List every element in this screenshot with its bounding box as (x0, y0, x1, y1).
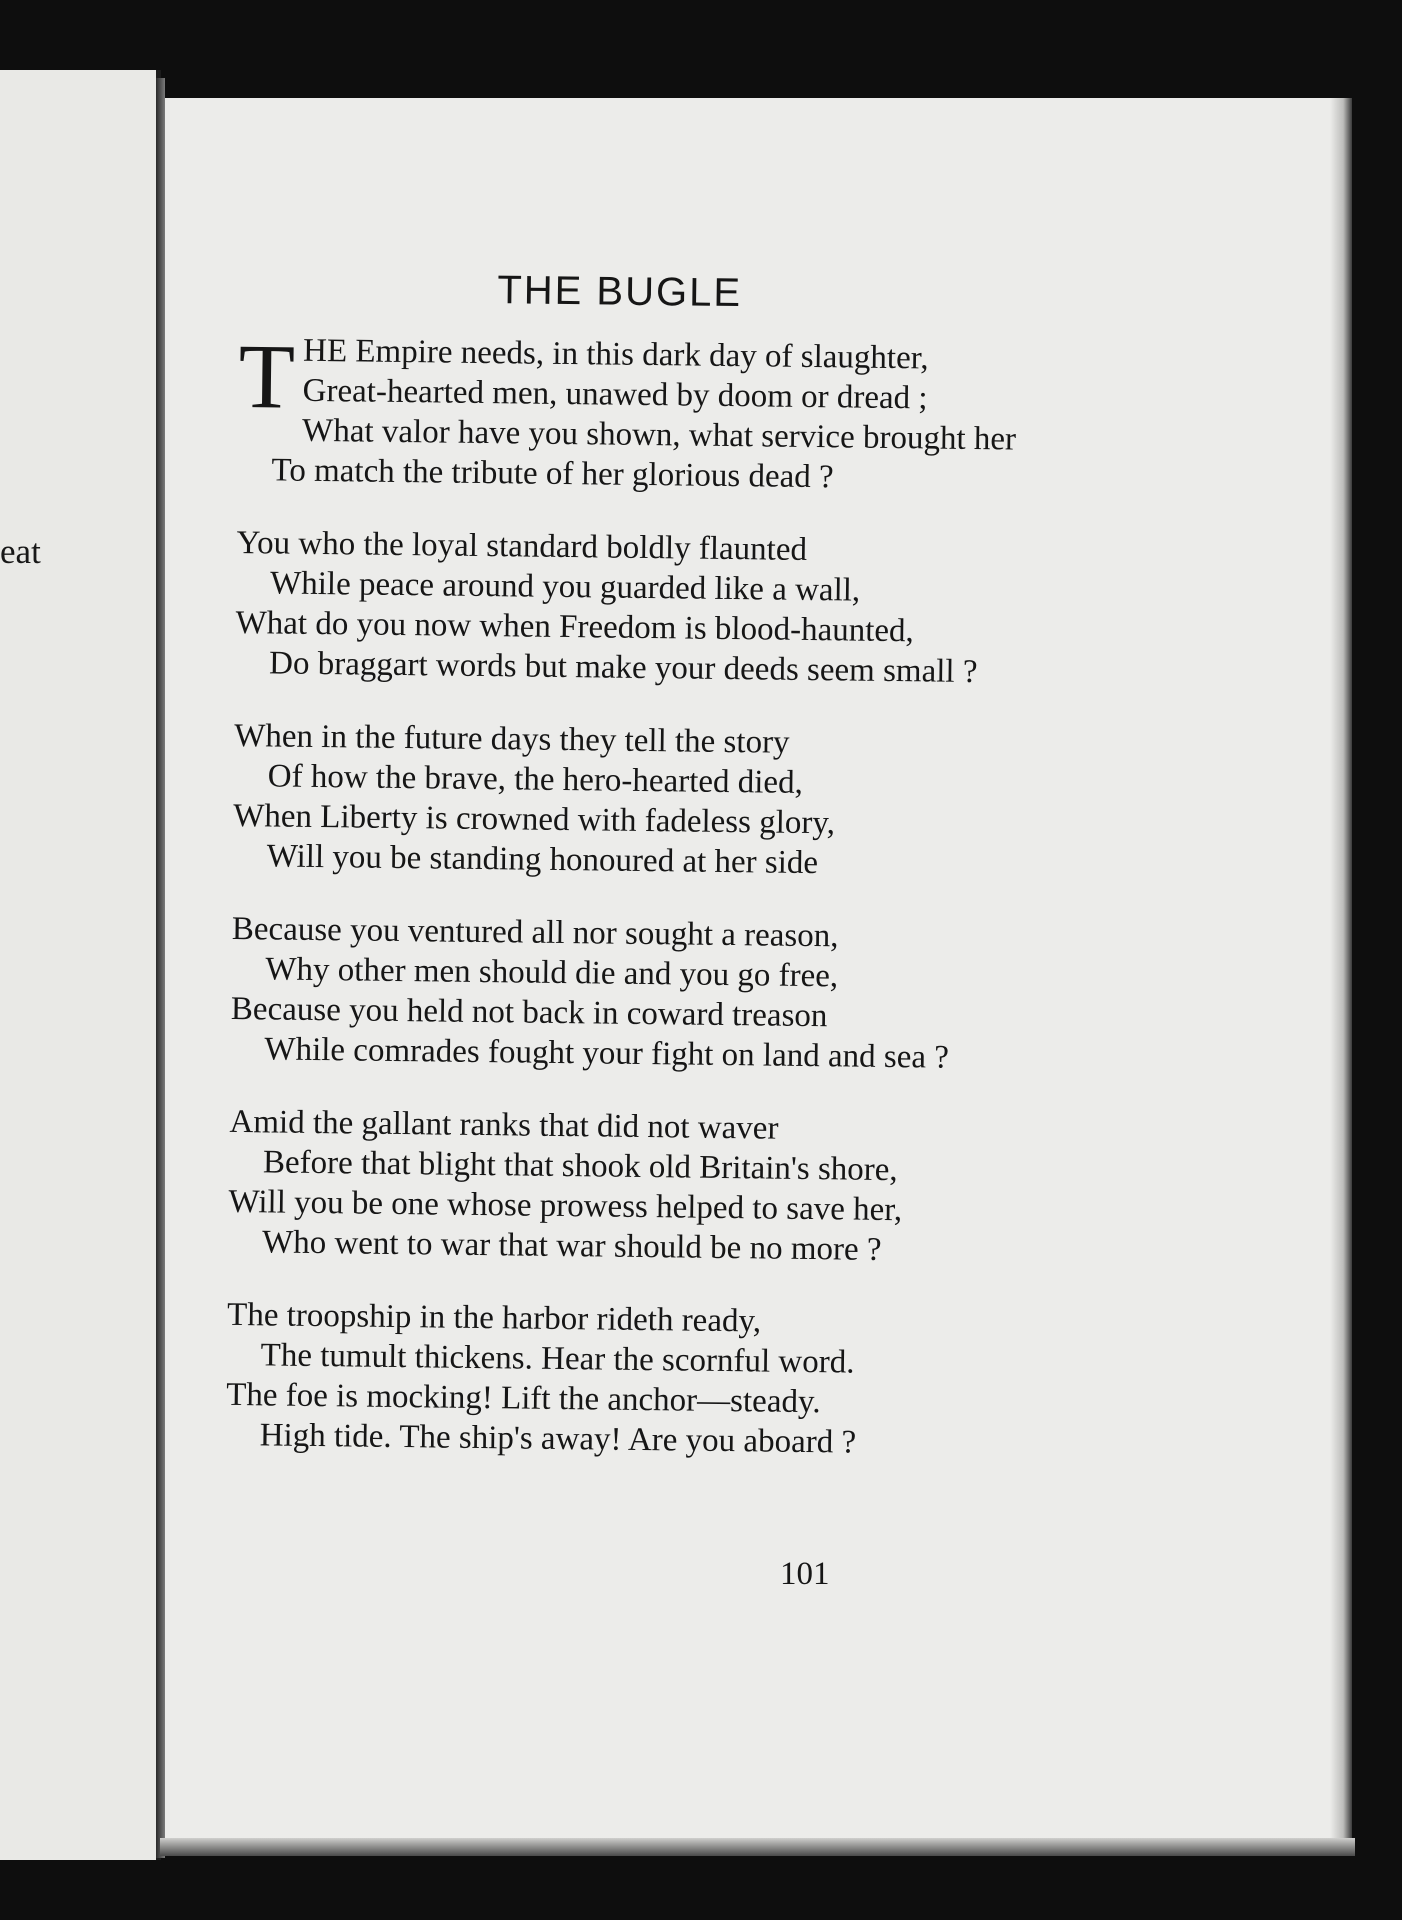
poem-line: Before that blight that shook old Britain's shore, (262, 1144, 898, 1189)
poem-line: Amid the gallant ranks that did not waver (229, 1103, 779, 1147)
drop-cap: T (238, 324, 296, 428)
poem-line: The tumult thickens. Hear the scornful word. (260, 1337, 855, 1381)
poem-line: Will you be one whose prowess helped to save her, (228, 1183, 903, 1229)
left-page-text-fragment: eat (0, 532, 41, 571)
book-gutter (156, 78, 165, 1858)
page-right-edge (1330, 98, 1352, 1854)
poem-stanzas (225, 324, 1239, 1467)
poem-line: When Liberty is crowned with fadeless glory, (233, 797, 836, 842)
stanza (235, 523, 1237, 695)
left-page (0, 70, 161, 1860)
poem-line: Why other men should die and you go free, (265, 951, 839, 995)
stanza (230, 909, 1232, 1081)
poem-line: You who the loyal standard boldly flaunted (236, 524, 808, 568)
poem-line: HE Empire needs, in this dark day of slaughter, (302, 332, 929, 377)
stanza (225, 1295, 1227, 1467)
poem-line: What do you now when Freedom is blood-haunted, (235, 604, 915, 650)
poem-line: Of how the brave, the hero-hearted died, (267, 758, 804, 801)
poem-line: To match the tribute of her glorious dead ? (271, 452, 834, 496)
stanza (233, 716, 1235, 888)
stanza (237, 324, 1239, 502)
poem-line: High tide. The ship's away! Are you aboard ? (259, 1417, 857, 1461)
poem-line: Great-hearted men, unawed by doom or dread ; (302, 372, 928, 417)
poem-line: Because you ventured all nor sought a reason, (231, 910, 839, 955)
page-number: 101 (780, 1556, 830, 1592)
poem-line: Who went to war that war should be no more ? (261, 1224, 882, 1268)
poem-line: Do braggart words but make your deeds seem small ? (268, 645, 978, 691)
poem-line: Will you be standing honoured at her side (266, 838, 819, 882)
poem (225, 265, 1240, 1500)
page-bottom-edge (160, 1838, 1355, 1856)
poem-line: The troopship in the harbor rideth ready, (226, 1296, 762, 1340)
poem-title: THE BUGLE (497, 268, 743, 316)
stanza (228, 1102, 1230, 1274)
poem-line: While peace around you guarded like a wall, (269, 565, 861, 609)
poem-line: The foe is mocking! Lift the anchor—steady. (225, 1376, 821, 1421)
poem-line: While comrades fought your fight on land and sea ? (264, 1031, 950, 1076)
poem-line: Because you held not back in coward treason (230, 990, 828, 1035)
poem-line: When in the future days they tell the story (234, 717, 790, 761)
poem-line: What valor have you shown, what service brought her (301, 412, 1017, 458)
